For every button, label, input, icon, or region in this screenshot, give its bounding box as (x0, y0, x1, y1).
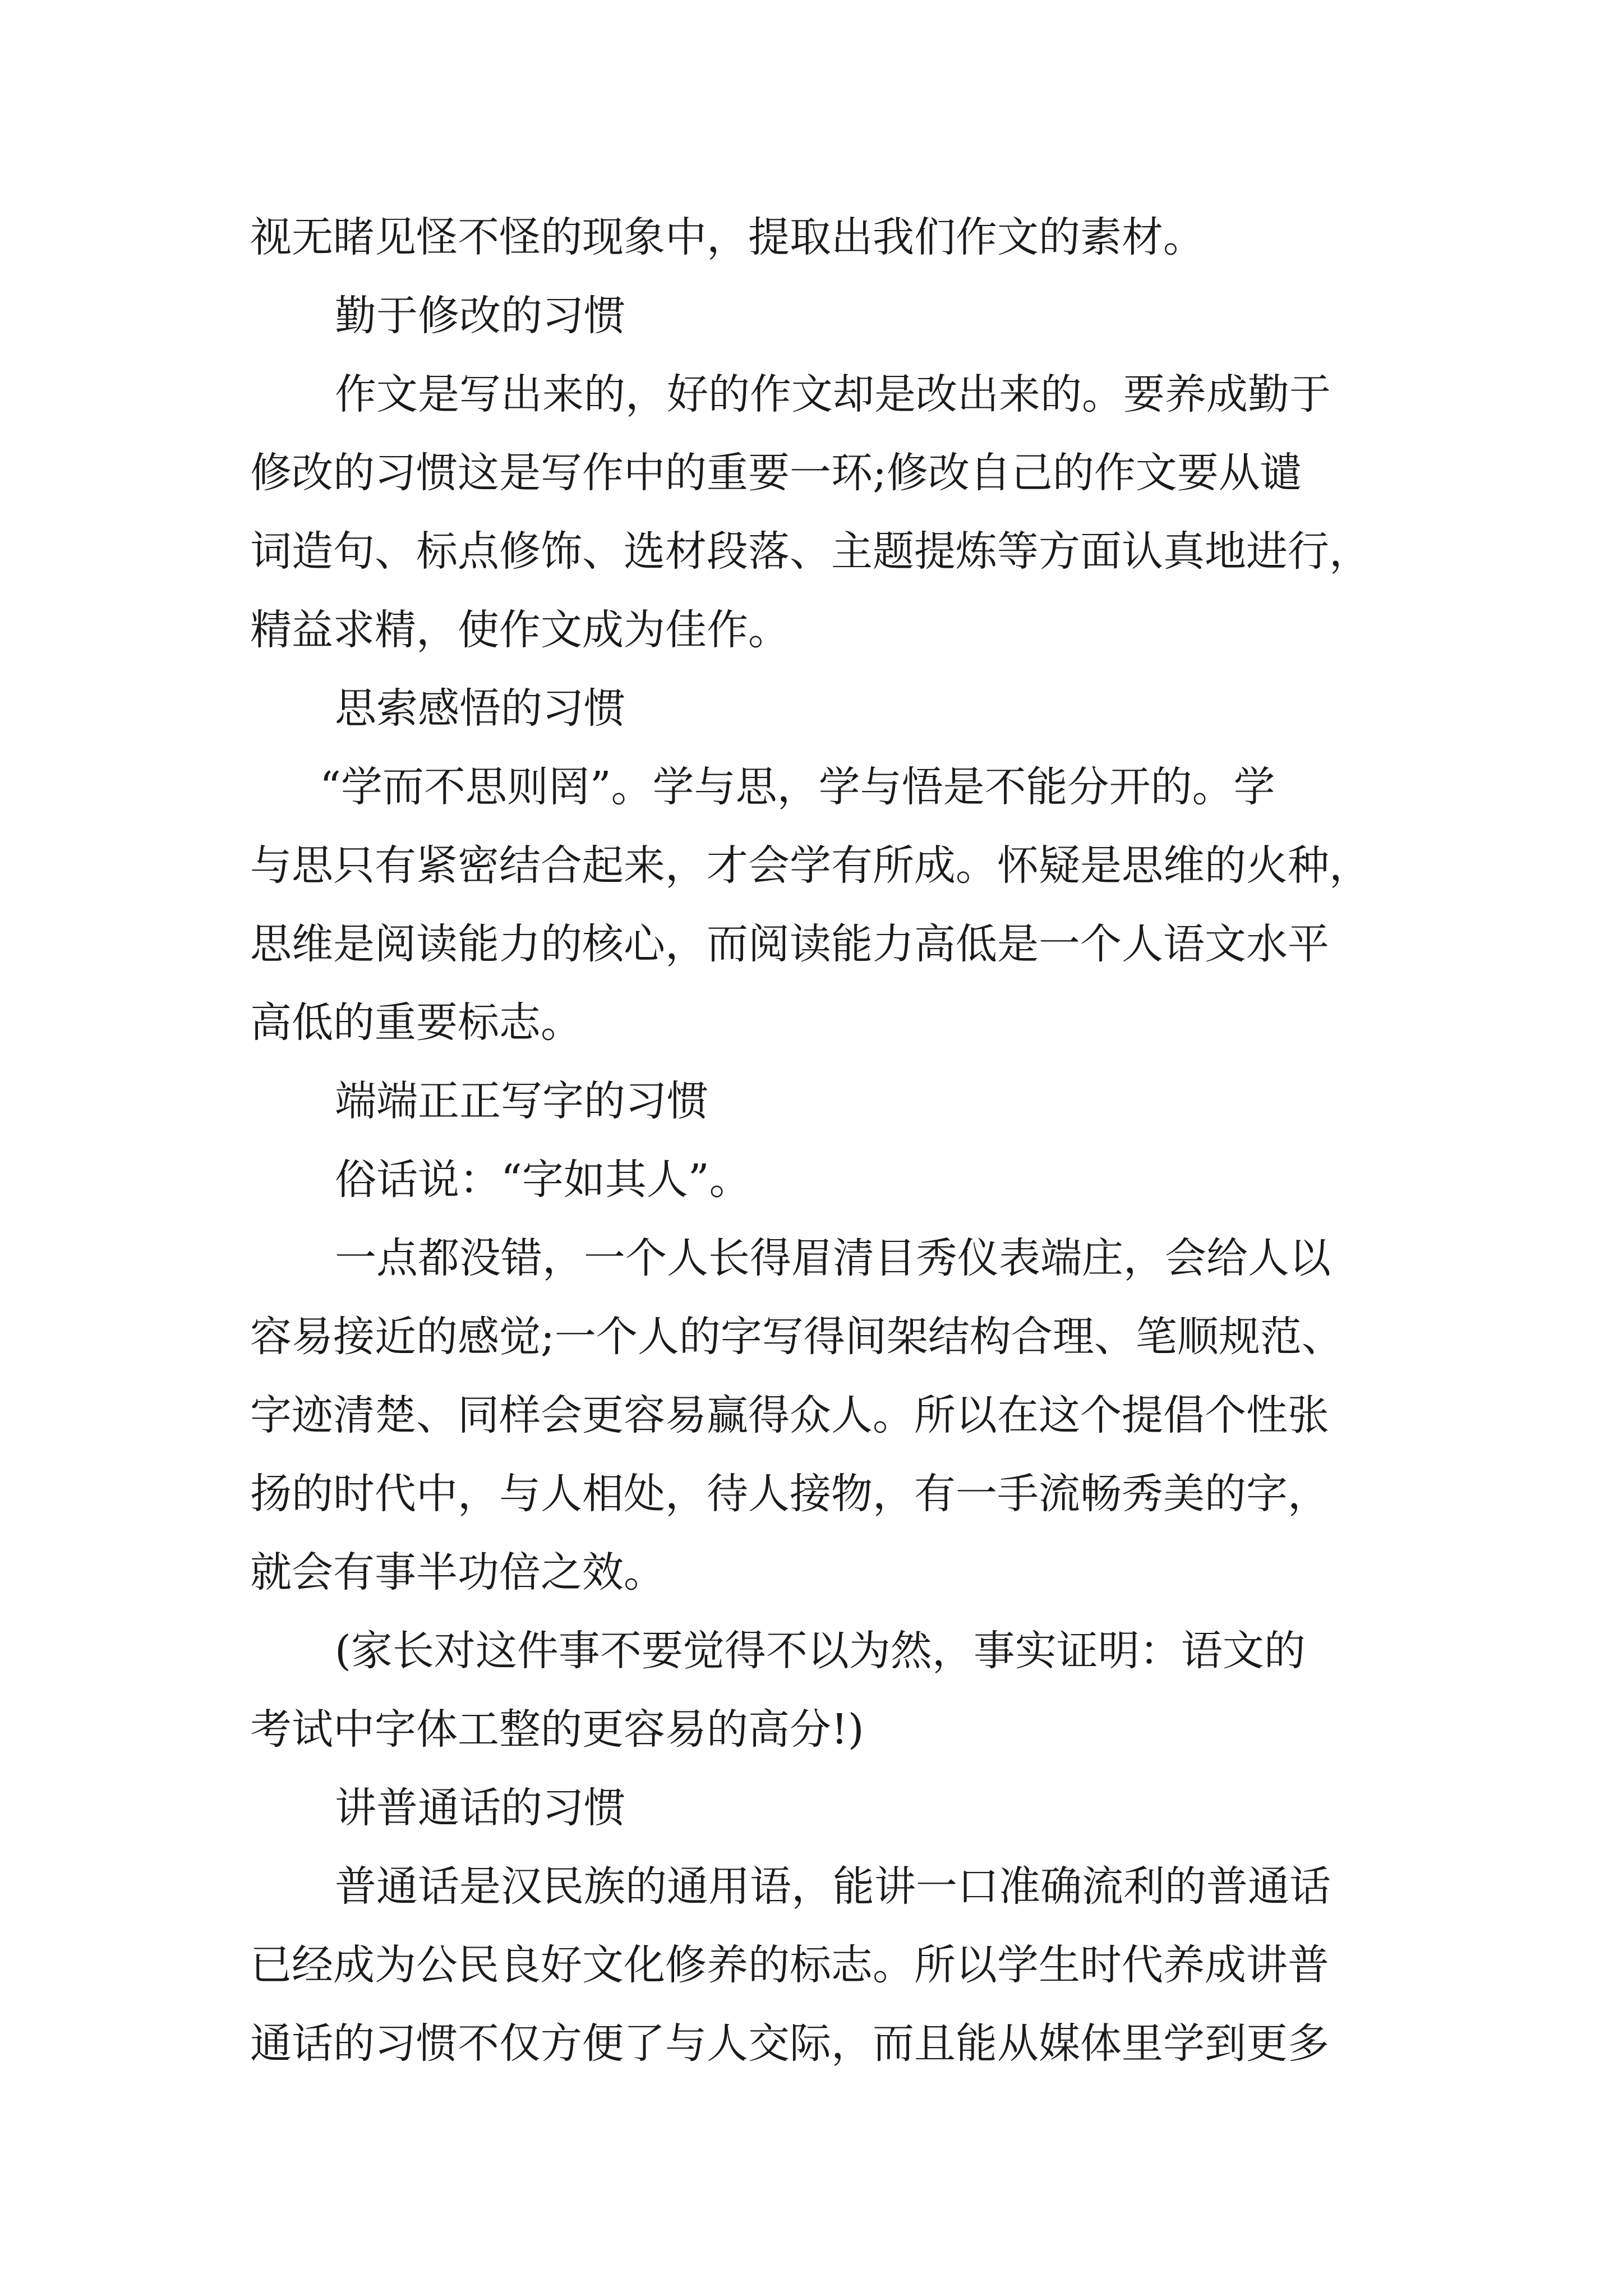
paragraph-first-line: (家长对这件事不要觉得不以为然，事实证明：语文的 (335, 1627, 1306, 1675)
body-line: 思维是阅读能力的核心，而阅读能力高低是一个人语文水平 (250, 920, 1329, 968)
body-line: 高低的重要标志。 (250, 999, 582, 1047)
section-heading: 端端正正写字的习惯 (335, 1077, 708, 1125)
body-line: 考试中字体工整的更容易的高分!) (250, 1705, 864, 1754)
paragraph-first-line: 普通话是汉民族的通用语，能讲一口准确流利的普通话 (335, 1862, 1331, 1911)
body-line: 容易接近的感觉;一个人的字写得间架结构合理、笔顺规范、 (250, 1313, 1343, 1361)
body-line: 通话的习惯不仅方便了与人交际，而且能从媒体里学到更多 (250, 2019, 1329, 2068)
section-heading: 思索感悟的习惯 (335, 684, 625, 733)
body-line: 就会有事半功倍之效。 (250, 1548, 665, 1596)
body-line: 修改的习惯这是写作中的重要一环;修改自己的作文要从谴 (250, 449, 1302, 497)
body-line: 已经成为公民良好文化修养的标志。所以学生时代养成讲普 (250, 1941, 1329, 1989)
body-line: 词造句、标点修饰、选材段落、主题提炼等方面认真地进行， (250, 527, 1371, 576)
body-line: 与思只有紧密结合起来，才会学有所成。怀疑是思维的火种， (250, 841, 1371, 890)
body-line: 精益求精，使作文成为佳作。 (250, 606, 790, 654)
paragraph-first-line: 作文是写出来的，好的作文却是改出来的。要养成勤于 (335, 370, 1331, 418)
paragraph-first-line: 一点都没错，一个人长得眉清目秀仪表端庄，会给人以 (335, 1234, 1331, 1282)
section-heading: 勤于修改的习惯 (335, 292, 625, 340)
body-line: 字迹清楚、同样会更容易赢得众人。所以在这个提倡个性张 (250, 1391, 1329, 1439)
body-line: 扬的时代中，与人相处，待人接物，有一手流畅秀美的字， (250, 1470, 1329, 1518)
paragraph-first-line: “学而不思则罔”。学与思，学与悟是不能分开的。学 (320, 763, 1275, 811)
body-line: 视无睹见怪不怪的现象中，提取出我们作文的素材。 (250, 213, 1205, 261)
paragraph-first-line: 俗话说：“字如其人”。 (335, 1156, 751, 1204)
section-heading: 讲普通话的习惯 (335, 1784, 625, 1832)
